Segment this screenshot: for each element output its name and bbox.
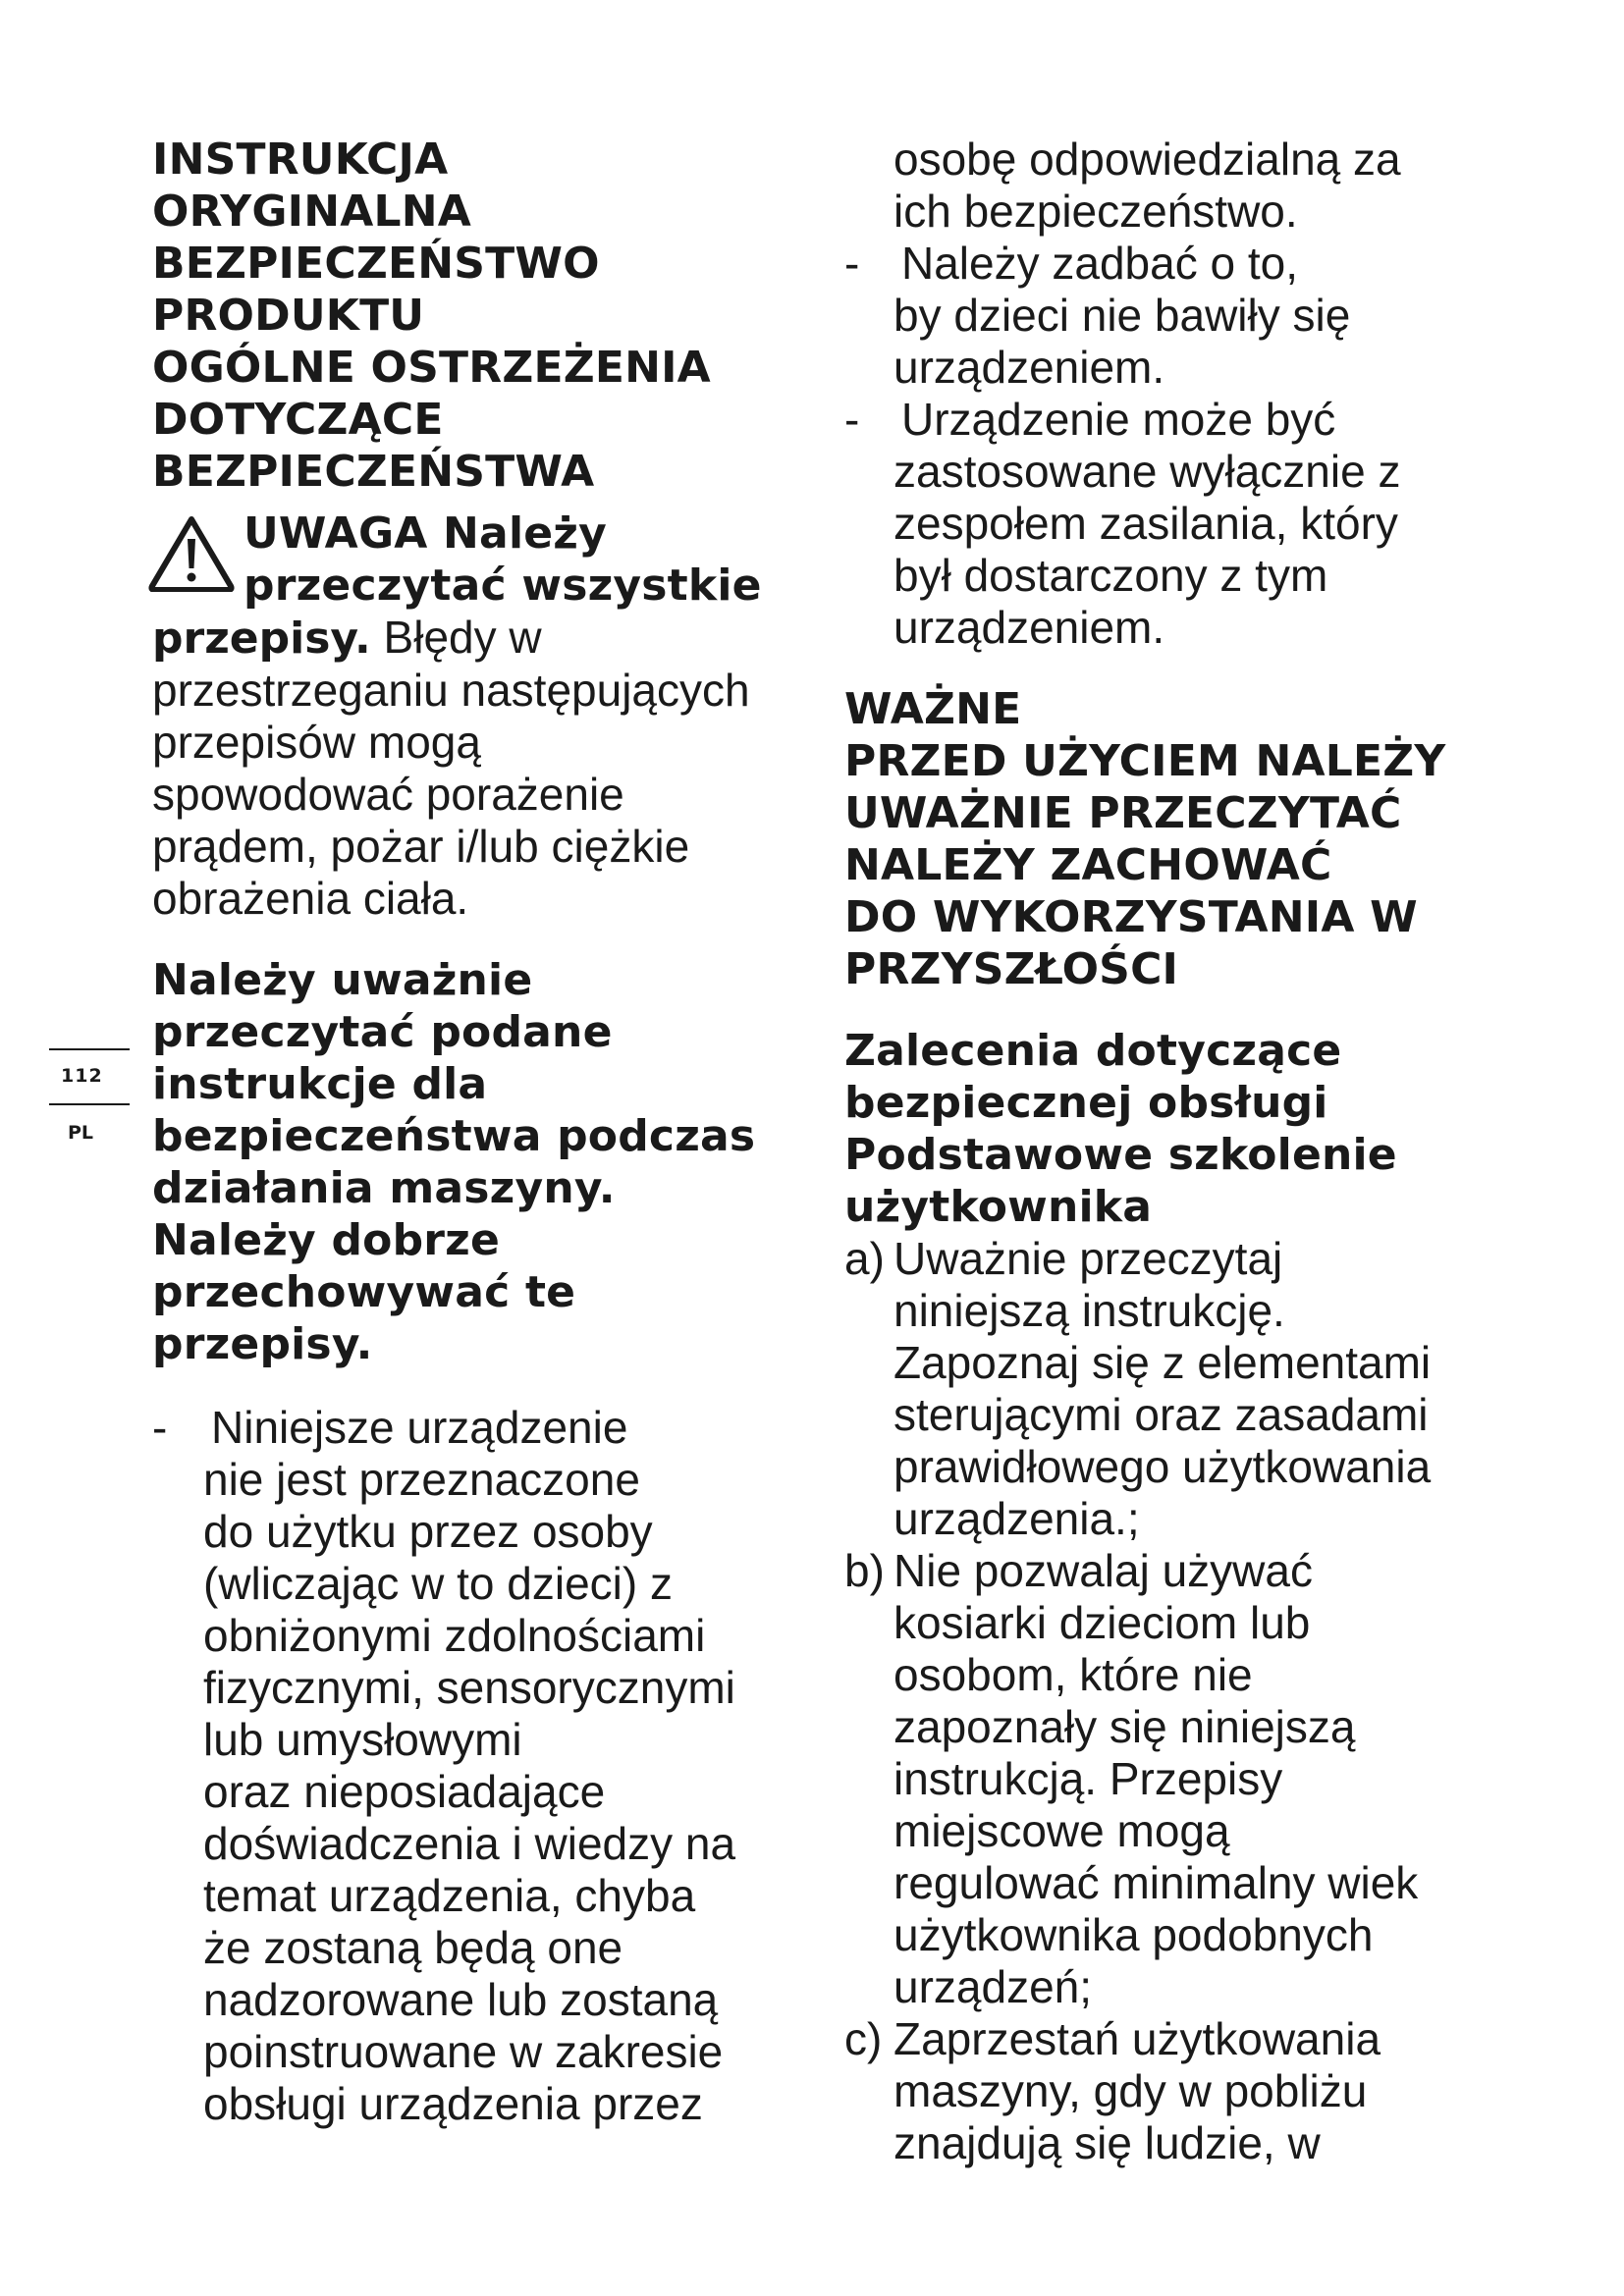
page-number: 112 (61, 1065, 103, 1087)
important-heading (844, 683, 1492, 995)
list-line: zespołem zasilania, który (893, 498, 1398, 549)
warning-text-line: obrażenia ciała. (152, 873, 469, 924)
list-line: obniżonymi zdolnościami (203, 1610, 706, 1661)
heading-line: ORYGINALNA (152, 187, 472, 237)
continuation-line: ich bezpieczeństwo. (893, 186, 1298, 237)
list-line: że zostaną będą one (203, 1922, 623, 1973)
list-marker: - (844, 238, 860, 289)
list-marker: - (844, 394, 860, 445)
section-heading (844, 1025, 1492, 1233)
list-marker: c) (844, 2013, 883, 2064)
warning-triangle-icon (148, 515, 235, 592)
important-line: DO WYKORZYSTANIA W (844, 892, 1418, 942)
notice-line: instrukcje dla (152, 1059, 488, 1109)
list-line: obsługi urządzenia przez (203, 2078, 703, 2129)
list-line: Należy zadbać o to, (901, 238, 1299, 289)
list-line: był dostarczony z tym (893, 550, 1328, 601)
list-line: instrukcją. Przepisy (893, 1753, 1283, 1804)
list-line: znajdują się ludzie, w (893, 2117, 1321, 2168)
important-line: WAŻNE (844, 684, 1022, 734)
section-line: bezpiecznej obsługi (844, 1078, 1328, 1128)
heading-line: INSTRUKCJA (152, 134, 449, 185)
section-line: użytkownika (844, 1182, 1153, 1232)
warning-mixed-line (152, 612, 820, 665)
notice-line: bezpieczeństwa podczas (152, 1111, 756, 1161)
list-line: poinstruowane w zakresie (203, 2026, 724, 2077)
warning-text-line: prądem, pożar i/lub ciężkie (152, 821, 690, 872)
warning-block (152, 507, 820, 925)
list-line: zastosowane wyłącznie z (893, 446, 1401, 497)
list-marker: a) (844, 1233, 885, 1284)
list-item-text (844, 394, 1492, 654)
list-item-text (152, 1402, 820, 2130)
list-item (844, 2013, 1492, 2169)
list-line: prawidłowego użytkowania (893, 1441, 1432, 1492)
important-line: UWAŻNIE PRZECZYTAĆ (844, 788, 1402, 838)
section-line: Zalecenia dotyczące (844, 1026, 1342, 1076)
list-line: Nie pozwalaj używać (893, 1545, 1313, 1596)
notice-block (152, 954, 820, 1370)
list-line: by dzieci nie bawiły się (893, 290, 1351, 341)
warning-bold-line: przeczytać wszystkie (244, 561, 762, 611)
list-line: miejscowe mogą (893, 1805, 1230, 1856)
notice-line: przeczytać podane (152, 1007, 613, 1057)
section-line: Podstawowe szkolenie (844, 1130, 1397, 1180)
important-line: PRZYSZŁOŚCI (844, 944, 1179, 994)
list-line: lub umysłowymi (203, 1714, 522, 1765)
list-line: do użytku przez osoby (203, 1506, 653, 1557)
list-line: użytkownika podobnych (893, 1909, 1374, 1960)
notice-line: przechowywać te (152, 1267, 576, 1317)
heading-line: PRODUKTU (152, 291, 425, 341)
list-item-text (844, 1545, 1492, 2013)
list-line: sterującymi oraz zasadami (893, 1389, 1429, 1440)
list-line: Niniejsze urządzenie (211, 1402, 628, 1453)
notice-line: Należy dobrze (152, 1215, 501, 1265)
warning-header (152, 507, 820, 612)
heading-line: DOTYCZĄCE (152, 395, 444, 445)
warning-bold-line: UWAGA Należy (244, 508, 607, 559)
page-marker-rule-bottom (49, 1103, 130, 1105)
warning-text-line: spowodować porażenie (152, 769, 624, 820)
list-item (844, 1545, 1492, 2013)
heading-line: OGÓLNE OSTRZEŻENIA (152, 343, 711, 393)
list-line: temat urządzenia, chyba (203, 1870, 696, 1921)
list-line: nie jest przeznaczone (203, 1454, 640, 1505)
list-line: maszyny, gdy w pobliżu (893, 2065, 1368, 2116)
list-item (844, 238, 1492, 394)
warning-text-line: przestrzeganiu następujących (152, 665, 750, 716)
list-item (152, 1402, 820, 2130)
left-column (152, 0, 820, 2130)
list-line: Urządzenie może być (901, 394, 1336, 445)
list-line: fizycznymi, sensorycznymi (203, 1662, 735, 1713)
heading-line: BEZPIECZEŃSTWA (152, 447, 595, 497)
list-line: doświadczenia i wiedzy na (203, 1818, 736, 1869)
page-marker-rule-top (49, 1048, 130, 1050)
warning-normal-text: Błędy w (370, 612, 542, 663)
warning-bold-text: przepisy. (152, 614, 371, 664)
list-line: urządzenia.; (893, 1493, 1140, 1544)
list-line: (wliczając w to dzieci) z (203, 1558, 673, 1609)
list-item (844, 1233, 1492, 1545)
list-line: nadzorowane lub zostaną (203, 1974, 719, 2025)
list-line: Uważnie przeczytaj (893, 1233, 1283, 1284)
list-line: niniejszą instrukcję. (893, 1285, 1285, 1336)
notice-line: przepisy. (152, 1319, 373, 1369)
list-line: osobom, które nie (893, 1649, 1253, 1700)
list-line: urządzeń; (893, 1961, 1093, 2012)
list-line: urządzeniem. (893, 602, 1165, 653)
list-line: zapoznały się niniejszą (893, 1701, 1356, 1752)
list-line: urządzeniem. (893, 342, 1165, 393)
list-item-text (844, 238, 1492, 394)
notice-line: działania maszyny. (152, 1163, 616, 1213)
page-language: PL (68, 1122, 94, 1144)
main-heading (152, 133, 820, 498)
list-item (844, 394, 1492, 654)
important-line: NALEŻY ZACHOWAĆ (844, 840, 1332, 890)
list-line: Zaprzestań użytkowania (893, 2013, 1381, 2064)
heading-line: BEZPIECZEŃSTWO (152, 239, 600, 289)
list-item-text (844, 2013, 1492, 2169)
list-line: oraz nieposiadające (203, 1766, 606, 1817)
list-line: kosiarki dzieciom lub (893, 1597, 1311, 1648)
list-item-text (844, 1233, 1492, 1545)
continuation-text (844, 133, 1492, 238)
notice-line: Należy uważnie (152, 955, 533, 1005)
list-line: regulować minimalny wiek (893, 1857, 1419, 1908)
list-marker: b) (844, 1545, 885, 1596)
continuation-line: osobę odpowiedzialną za (893, 133, 1401, 185)
list-line: Zapoznaj się z elementami (893, 1337, 1432, 1388)
warning-text-line: przepisów mogą (152, 717, 481, 768)
right-column (844, 0, 1492, 2169)
list-marker: - (152, 1402, 168, 1453)
important-line: PRZED UŻYCIEM NALEŻY (844, 736, 1446, 786)
